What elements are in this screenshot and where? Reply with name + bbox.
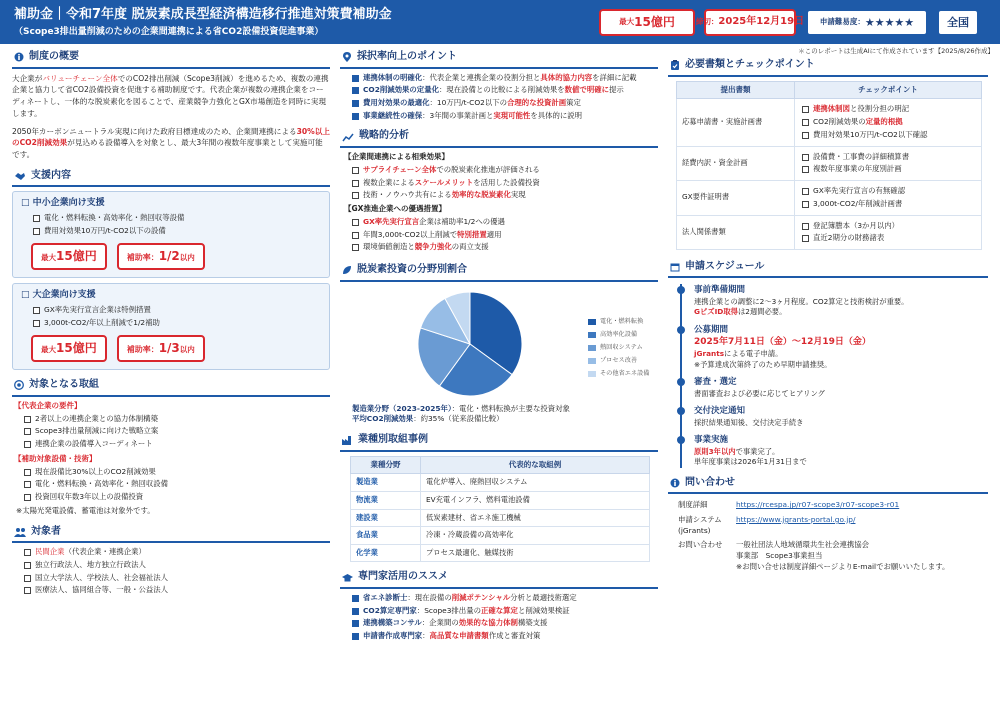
list-item: 設備費・工事費の詳細積算書 [802,152,976,163]
checkbox-icon [24,481,31,488]
col-header: 代表的な取組例 [421,456,650,474]
max-amount-badge: 最大 15億円 [599,9,695,36]
left-column [12,48,330,598]
checkbox-icon [802,188,809,195]
sme-support-title: □ 中小企業向け支援 [21,198,105,209]
middle-column [340,48,658,644]
exclusion-note: ※太陽光発電設備、蓄電池は対象外です。 [16,505,155,515]
checkbox-icon [24,469,31,476]
list-item: GX率先実行宣言の有無確認 [802,186,976,197]
legend-item [588,318,650,327]
legend-swatch [588,345,596,351]
page-subtitle: （Scope3排出量削減のための企業間連携による省CO2設備投資促進事業） [14,27,324,37]
deadline-badge: 締切： 2025年12月19日 [704,9,796,36]
factory-icon [342,435,353,445]
list-item: 国立大学法人、学校法人、社会福祉法人 [24,573,330,584]
header-bar [0,0,1000,44]
list-item: 連携体制の明確化：代表企業と連携企業の役割分担と具体的協力内容を詳細に記載 [352,73,658,84]
legend-item [588,331,650,340]
checkbox-icon [802,235,809,242]
industry-cell: 建設業 [351,509,421,527]
open-period-dates: 2025年7月11日（金）〜12月19日（金） [694,337,871,348]
list-item: 連携体制図と役割分担の明記 [802,104,976,115]
large-support-title: □ 大企業向け支援 [21,290,96,301]
legend-swatch [588,358,596,364]
chart-heading: 脱炭素投資の分野別割合 [340,261,658,282]
doc-cell: 経費内訳・資金計画 [677,146,795,180]
checkbox-icon [352,608,359,615]
checkbox-icon [802,119,809,126]
people-icon [14,527,26,537]
legend-swatch [588,371,596,377]
check-cell [795,181,982,215]
list-item: CO2削減効果の定量化：現在設備との比較による削減効果を数値で明確に提示 [352,85,658,96]
schedule-step-prep: 事前準備期間 連携企業との調整に2〜3ヶ月程度。CO2算定と技術検討が重要。 GビズID取得は2週間必要。 [694,284,988,317]
checkbox-icon [802,201,809,208]
list-item: 医療法人、協同組合等、一般・公益法人 [24,585,330,596]
sme-support-box [12,191,330,278]
table-row [351,474,650,492]
jgrants-link[interactable]: https://www.jgrants-portal.go.jp/ [736,514,856,524]
checkbox-icon [24,428,31,435]
equipment-title: 【補助対象設備・技術】 [14,453,97,463]
checkbox-icon [352,244,359,251]
checkbox-icon [802,106,809,113]
list-item: 投資回収年数3年以上の設備投資 [24,492,330,503]
list-item: 複数年度事業の年度別計画 [802,164,976,175]
overview-heading: 制度の概要 [12,48,330,69]
list-item: 電化・燃料転換・高効率化・熱回収設備 [24,479,330,490]
region-badge: 全国 [937,9,979,36]
list-item: 独立行政法人、地方独立行政法人 [24,560,330,571]
checkbox-icon [352,633,359,640]
pie-chart [410,284,530,404]
industry-table [350,456,650,563]
checkbox-icon [352,595,359,602]
sme-max-amount: 最大15億円 [31,243,107,270]
ai-note: ＊このレポートは生成AIにて作成されています【2025/8/26作成】 [798,47,994,55]
overview-paragraph-2: 2050年カーボンニュートラル実現に向けた政府目標達成のため、企業間連携による30%以上のCO2削減効果が見込める設備導入を対象とし、最大3年間の複数年度事業として実施可能です。 [12,126,330,160]
list-item: 2者以上の連携企業との協力体制構築 [24,414,330,425]
contact-label: お問い合わせ [678,540,723,550]
schedule-timeline [680,284,988,467]
info-icon [670,478,680,488]
col-header: 提出書類 [677,81,795,99]
checkbox-icon [802,132,809,139]
table-row [351,509,650,527]
checkbox-icon [802,154,809,161]
targets-heading: 対象となる取組 [12,376,330,397]
points-heading: 採択率向上のポイント [340,48,658,69]
schedule-step-execution: 事業実施 原則3年以内で事業完了。 単年度事業は2026年1月31日まで [694,434,988,467]
checkbox-icon [352,192,359,199]
checkbox-icon [352,75,359,82]
checkbox-icon [24,441,31,448]
table-row [677,99,982,146]
handshake-icon [14,171,26,181]
schedule-heading: 申請スケジュール [668,258,988,279]
list-item: 省エネ診断士：現在設備の削減ポテンシャル分析と最適技術選定 [352,593,658,604]
checkbox-icon [352,87,359,94]
checkbox-icon [24,562,31,569]
schedule-step-review: 審査・選定 書面審査および必要に応じてヒアリング [694,376,988,399]
list-item: 年間3,000t-CO2以上削減で特別措置適用 [352,230,658,241]
checkbox-icon [24,494,31,501]
list-item: 直近2期分の財務諸表 [802,233,976,244]
pie-legend [588,314,650,383]
industry-cell: 食品業 [351,527,421,545]
synergy-list [340,165,658,201]
experts-list [340,593,658,642]
list-item: 費用対効果の最適化：10万円/t-CO2以下の合理的な投資計画策定 [352,98,658,109]
checkbox-icon [24,549,31,556]
calendar-icon [670,262,680,272]
contact-heading: 問い合わせ [668,474,988,495]
check-cell [795,146,982,180]
list-item: 3,000t-CO2/年削減計画書 [802,199,976,210]
checkbox-icon [352,219,359,226]
industry-cell: 物流業 [351,492,421,510]
check-cell [795,215,982,249]
doc-cell: 応募申請書・実施計画書 [677,99,795,146]
checkbox-icon [33,307,40,314]
legend-label: 熱回収システム [600,343,643,351]
leaf-icon [342,265,352,275]
example-cell: プロセス最適化、触媒技術 [421,544,650,562]
doc-cell: GX要件証明書 [677,181,795,215]
table-row [677,146,982,180]
list-item: 連携企業の設備導入コーディネート [24,439,330,450]
checkbox-icon [33,320,40,327]
docs-table [676,81,982,250]
list-item: GX率先実行宣言企業は特例措置 [33,305,321,316]
points-list [340,73,658,122]
legend-swatch [588,319,596,325]
checkbox-icon [352,113,359,120]
list-item: CO2算定専門家：Scope3排出量の正確な算定と削減効果検証 [352,606,658,617]
table-row [351,544,650,562]
legend-item [588,370,650,379]
strategy-heading: 戦略的分析 [340,127,658,148]
schedule-step-open: 公募期間 2025年7月11日（金）〜12月19日（金） jGrantsによる電子申請。 ※予算達成次第終了のため早期申請推奨。 [694,324,988,371]
experts-heading: 専門家活用のススメ [340,568,658,589]
table-row [351,492,650,510]
list-item: CO2削減効果の定量的根拠 [802,117,976,128]
checkbox-icon [33,228,40,235]
list-item: GX率先実行宣言企業は補助率1/2への優遇 [352,217,658,228]
support-heading: 支援内容 [12,167,330,188]
example-cell: EV充電インフラ、燃料電池設備 [421,492,650,510]
legend-label: その他省エネ設備 [600,369,650,377]
chart-caption-1: 製造業分野（2023-2025年）：電化・燃料転換が主要な投資対象 [352,403,570,413]
chart-caption-2: 平均CO2削減効果：約35%（従来設備比較） [352,414,504,424]
doc-cell: 法人関係書類 [677,215,795,249]
checkbox-icon [352,180,359,187]
check-cell [795,99,982,146]
list-item: 民間企業（代表企業・連携企業） [24,547,330,558]
checkbox-icon [352,167,359,174]
list-item: 技術・ノウハウ共有による効率的な脱炭素化実現 [352,190,658,201]
checkbox-icon [33,215,40,222]
sme-subsidy-rate: 補助率：1/2以内 [117,243,205,270]
list-item: 費用対効果10万円/t-CO2以下確認 [802,130,976,141]
contact-label: 申請システム (jGrants) [678,514,722,535]
checkbox-icon [352,100,359,107]
legend-label: 電化・燃料転換 [600,317,644,325]
gx-list [340,217,658,253]
large-max-amount: 最大15億円 [31,335,107,362]
page-title: 補助金｜令和7年度 脱炭素成長型経済構造移行推進対策費補助金 [14,7,392,22]
checkbox-icon [352,232,359,239]
info-icon [14,52,24,62]
contact-org: 一般社団法人地域循環共生社会連携協会 事業部 Scope3事業担当 ※お問い合せは制度詳細ページよりE-mailでお願いいたします。 [736,540,950,571]
pin-icon [342,52,352,62]
chart-line-icon [342,132,354,142]
table-row [351,527,650,545]
contact-label: 制度詳細 [678,500,708,510]
pie-chart-area [340,286,658,404]
legend-item [588,357,650,366]
right-column [668,48,988,575]
legend-label: プロセス改善 [600,356,638,364]
large-subsidy-rate: 補助率：1/3以内 [117,335,205,362]
example-cell: 低炭素建材、省エネ施工機械 [421,509,650,527]
clipboard-icon [670,60,680,70]
table-row [677,215,982,249]
example-cell: 電化炉導入、廃熱回収システム [421,474,650,492]
checkbox-icon [802,166,809,173]
list-item: 複数企業によるスケールメリットを活用した設備投資 [352,178,658,189]
col-header: チェックポイント [795,81,982,99]
checkbox-icon [802,223,809,230]
overview-paragraph-1: 大企業がバリューチェーン全体でのCO2排出削減（Scope3削減）を進めるため、複数の連携企業と協力して省CO2設備投資を促進する補助制度です。代表企業が複数の連携企業をコーディネートし、一体的な脱炭素化を図ることで、産業競争力強化とGX市場創造を同時に実現します。 [12,73,329,118]
difficulty-badge: 申請難易度： ★★★★★ [806,9,928,36]
list-item: 事業継続性の確保：3年間の事業計画と実現可能性を具体的に説明 [352,111,658,122]
target-icon [14,380,24,390]
table-row [677,181,982,215]
list-item: 環境価値創造と競争力強化の両立支援 [352,242,658,253]
list-item: 電化・燃料転換・高効率化・熱回収等設備 [33,213,321,224]
legend-item [588,344,650,353]
checkbox-icon [24,416,31,423]
rep-requirements-title: 【代表企業の要件】 [14,400,82,410]
contact-table [674,498,984,574]
graduation-cap-icon [342,573,353,583]
legend-swatch [588,332,596,338]
checkbox-icon [24,575,31,582]
list-item: Scope3排出量削減に向けた戦略立案 [24,426,330,437]
synergy-title: 【企業間連携による相乗効果】 [344,151,449,161]
eligible-heading: 対象者 [12,523,330,544]
schedule-step-grant: 交付決定通知 採択結果通知後、交付決定手続き [694,405,988,428]
example-cell: 冷凍・冷蔵設備の高効率化 [421,527,650,545]
gx-title: 【GX推進企業への優遇措置】 [344,204,446,214]
list-item: 登記簿謄本（3か月以内） [802,221,976,232]
checkbox-icon [352,620,359,627]
list-item: サプライチェーン全体での脱炭素化推進が評価される [352,165,658,176]
docs-heading: 必要書類とチェックポイント [668,56,988,77]
checkbox-icon [24,587,31,594]
industry-cell: 製造業 [351,474,421,492]
col-header: 業種分野 [351,456,421,474]
legend-label: 高効率化設備 [600,330,638,338]
list-item: 費用対効果10万円/t-CO2以下の設備 [33,226,321,237]
list-item: 現在設備比30%以上のCO2削減効果 [24,467,330,478]
large-support-box [12,283,330,370]
list-item: 申請書作成専門家：高品質な申請書類作成と審査対策 [352,631,658,642]
detail-link[interactable]: https://rcespa.jp/r07-scope3/r07-scope3-r01 [736,500,900,510]
list-item: 3,000t-CO2/年以上削減で1/2補助 [33,318,321,329]
industry-cell: 化学業 [351,544,421,562]
industry-heading: 業種別取組事例 [340,431,658,452]
list-item: 連携構築コンサル：企業間の効果的な協力体制構築支援 [352,618,658,629]
